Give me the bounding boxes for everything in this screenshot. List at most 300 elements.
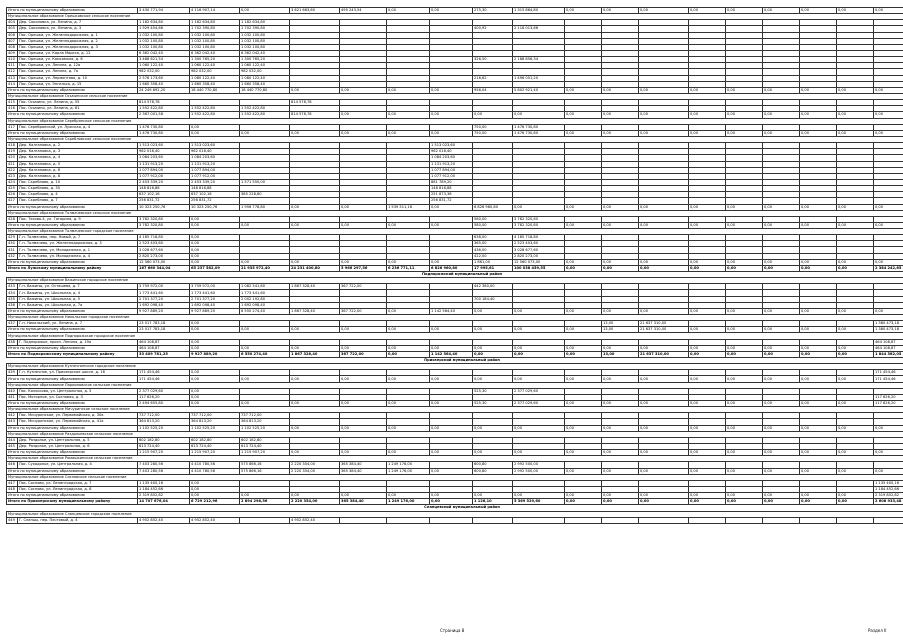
value-cell: 1 182 634,80 <box>138 20 190 26</box>
total-value: 495 243,54 <box>340 8 387 14</box>
total-value: 3 782 320,80 <box>513 222 565 228</box>
municipality-title: Муниципальное образование Важинское городское поселение <box>7 278 190 284</box>
address-cell: Дер. Калгановка, д. 2 <box>18 143 138 149</box>
value-cell <box>602 517 639 523</box>
total-value: 0,00 <box>726 112 763 118</box>
total-value: 0,00 <box>726 450 763 456</box>
value-cell: 365 384,40 <box>340 462 387 468</box>
total-value: 0,00 <box>800 450 837 456</box>
total-value: 0,00 <box>602 112 639 118</box>
value-cell: 0,00 <box>190 124 240 130</box>
total-value: 0,00 <box>565 265 602 271</box>
total-value: 1 956 778,80 <box>240 204 290 210</box>
total-value: 0,00 <box>874 468 903 474</box>
address-cell: Г.п. Толмачево, пер. Новый, д. 7 <box>18 235 138 241</box>
total-value: 0,00 <box>340 376 387 382</box>
value-cell: 6 362 042,40 <box>138 50 190 56</box>
total-value: 0,00 <box>763 222 800 228</box>
value-cell: 814 578,78 <box>138 100 190 106</box>
total-label: Итого по муниципальному образованию <box>7 87 138 93</box>
total-value: 0,00 <box>874 130 903 136</box>
total-value: 0,00 <box>763 130 800 136</box>
total-value: 0,00 <box>290 87 340 93</box>
total-value: 0,00 <box>430 8 473 14</box>
total-value: 0,00 <box>602 130 639 136</box>
total-value: 0,00 <box>726 425 763 431</box>
value-cell: 148 816,88 <box>138 186 190 192</box>
value-cell: 525,30 <box>473 388 513 394</box>
total-value: 171 454,46 <box>874 376 903 382</box>
total-value: 0,00 <box>565 450 602 456</box>
total-value: 580,00 <box>473 222 513 228</box>
total-value: 275,30 <box>473 8 513 14</box>
total-value: 0,00 <box>473 327 513 333</box>
total-value: 0,00 <box>726 222 763 228</box>
total-value: 0,00 <box>689 130 726 136</box>
row-number: 413 <box>7 75 18 81</box>
total-value: 0,00 <box>689 493 726 499</box>
total-value: 0,00 <box>763 468 800 474</box>
total-value: 0,00 <box>340 87 387 93</box>
address-cell: Пос. Скреблово, д. 10 <box>18 179 138 185</box>
address-cell: Пос. Орешки, ул. Лермонтова, д. 10 <box>18 75 138 81</box>
total-value: 0,00 <box>837 112 874 118</box>
total-value: 0,00 <box>763 499 800 505</box>
value-cell <box>874 517 903 523</box>
address-cell: Дер. Раздолье, ул. Центральная, д. 6 <box>18 443 138 449</box>
value-cell: 21 637 310,00 <box>639 321 689 327</box>
row-number: 430 <box>7 241 18 247</box>
total-value: 1 476 730,80 <box>513 130 565 136</box>
total-value: 0,00 <box>689 425 726 431</box>
total-value: 0,00 <box>340 493 387 499</box>
total-value: 18 440 770,80 <box>190 87 240 93</box>
total-value: 2 894 298,56 <box>240 499 290 505</box>
total-value: 0,00 <box>473 425 513 431</box>
total-value: 0,00 <box>639 493 689 499</box>
row-number: 431 <box>7 247 18 253</box>
value-cell: 3 782 320,80 <box>513 216 565 222</box>
row-number: 427 <box>7 198 18 204</box>
total-value: 0,00 <box>639 345 689 351</box>
total-value: 0,00 <box>340 112 387 118</box>
total-value: 0,00 <box>430 376 473 382</box>
total-value: 0,00 <box>689 265 726 271</box>
total-value: 0,00 <box>387 112 430 118</box>
value-cell: 1 184 452,66 <box>138 486 190 492</box>
total-value: 0,00 <box>290 450 340 456</box>
value-cell: 0,00 <box>190 247 240 253</box>
total-value: 0,00 <box>602 376 639 382</box>
total-value: 0,00 <box>800 376 837 382</box>
total-value: 0,00 <box>387 401 430 407</box>
total-value: 0,00 <box>874 204 903 210</box>
total-value: 0,00 <box>513 204 565 210</box>
address-cell: Г.п. Никольский, ул. Ленина, д. 7 <box>18 321 138 327</box>
row-number: 443 <box>7 419 18 425</box>
total-value: 0,00 <box>473 308 513 314</box>
total-value: 0,00 <box>800 499 837 505</box>
total-value: 7 403 280,56 <box>138 468 190 474</box>
register-table-sheet <box>6 7 902 524</box>
row-number: 406 <box>7 32 18 38</box>
total-label: Итого по муниципальному образованию <box>7 259 138 265</box>
total-value: 0,00 <box>513 112 565 118</box>
value-cell: 1 060 122,40 <box>138 63 190 69</box>
value-cell: 962 016,40 <box>138 149 190 155</box>
total-value: 0,00 <box>689 450 726 456</box>
value-cell: 442 380,00 <box>473 284 513 290</box>
total-value: 0,00 <box>513 493 565 499</box>
total-value: 171 454,46 <box>138 376 190 382</box>
total-value: 10 323 250,76 <box>138 204 190 210</box>
value-cell: 1 571 550,00 <box>240 179 290 185</box>
row-number: 432 <box>7 253 18 259</box>
value-cell: 2 820 273,00 <box>138 253 190 259</box>
value-cell: 4 952 852,40 <box>290 517 340 523</box>
value-cell: 3 488 621,54 <box>138 57 190 63</box>
value-cell: 1 131 913,20 <box>138 161 190 167</box>
value-cell: 3 759 972,00 <box>190 284 240 290</box>
value-cell: 982 032,00 <box>190 69 240 75</box>
value-cell: 1 773 441,60 <box>190 290 240 296</box>
total-value: 0,00 <box>387 87 430 93</box>
total-value: 167 660 344,04 <box>138 265 190 271</box>
total-value: 13,00 <box>602 351 639 357</box>
value-cell: 367 722,00 <box>340 284 387 290</box>
total-value: 0,00 <box>387 450 430 456</box>
total-value: 0,00 <box>430 222 473 228</box>
value-cell: 3 782 320,80 <box>138 216 190 222</box>
total-value: 0,00 <box>387 130 430 136</box>
total-value: 0,00 <box>290 401 340 407</box>
address-cell: Пос. Орешки, ул. Энгельса, д. 15 <box>18 81 138 87</box>
total-label: Итого по муниципальному образованию <box>7 204 138 210</box>
value-cell <box>726 517 763 523</box>
value-cell: 1 032 100,80 <box>138 38 190 44</box>
value-cell: 602 182,80 <box>240 437 290 443</box>
total-value: 0,00 <box>689 259 726 265</box>
value-cell: 1 135 400,16 <box>874 480 903 486</box>
municipality-title: Муниципальное образование Серебрянское сельское поселение <box>7 118 190 124</box>
total-value: 0,00 <box>639 425 689 431</box>
value-cell: 1 929 454,66 <box>138 26 190 32</box>
value-cell: 0,00 <box>190 241 240 247</box>
value-cell: 1 131 913,20 <box>430 161 473 167</box>
total-value: 0,00 <box>290 204 340 210</box>
total-value: 0,00 <box>513 376 565 382</box>
address-cell: Дер. Калгановка, д. 5 <box>18 161 138 167</box>
value-cell: 982 032,00 <box>240 69 290 75</box>
value-cell: 385 228,80 <box>240 192 290 198</box>
value-cell: 1 084 203,60 <box>138 155 190 161</box>
total-value: 525,30 <box>473 401 513 407</box>
total-value: 0,00 <box>513 425 565 431</box>
total-value: 0,00 <box>473 345 513 351</box>
total-value: 0,00 <box>602 8 639 14</box>
total-value: 1 126,10 <box>473 499 513 505</box>
address-cell: Пос. Орешки, ул. Карла Маркса, д. 12 <box>18 50 138 56</box>
total-value: 0,00 <box>430 112 473 118</box>
total-value: 0,00 <box>837 376 874 382</box>
total-value: 0,00 <box>430 493 473 499</box>
row-number: 410 <box>7 57 18 63</box>
total-value: 0,00 <box>430 401 473 407</box>
value-cell: 1 080 122,40 <box>190 75 240 81</box>
value-cell: 1 184 452,66 <box>874 486 903 492</box>
value-cell: 326,50 <box>473 57 513 63</box>
total-value: 0,00 <box>726 259 763 265</box>
row-number: 417 <box>7 124 18 130</box>
total-value: 0,00 <box>290 345 340 351</box>
value-cell: 1 380 473,18 <box>874 321 903 327</box>
value-cell: 464 108,87 <box>874 339 903 345</box>
total-value: 1 867 328,40 <box>290 308 340 314</box>
total-value: 0,00 <box>565 308 602 314</box>
total-value: 0,00 <box>565 112 602 118</box>
value-cell: 3 759 972,00 <box>138 284 190 290</box>
total-value: 0,00 <box>874 259 903 265</box>
municipality-title: Муниципальное образование Орешковское сельское поселение <box>7 14 190 20</box>
total-value: 0,00 <box>602 425 639 431</box>
total-value: 0,00 <box>837 308 874 314</box>
municipality-title: Муниципальное образование Кузнечнинское городское поселение <box>7 364 190 370</box>
total-label: Итого по муниципальному образованию <box>7 450 138 456</box>
total-value: 365 384,40 <box>340 468 387 474</box>
value-cell: 1 660 358,40 <box>240 81 290 87</box>
total-value: 0,00 <box>689 8 726 14</box>
value-cell: 0,00 <box>190 388 240 394</box>
value-cell: 464 108,87 <box>138 339 190 345</box>
section-label: Раздел II <box>868 628 887 633</box>
value-cell: 1 135 400,16 <box>138 480 190 486</box>
total-value: 0,00 <box>837 222 874 228</box>
value-cell: 7 403 280,56 <box>138 462 190 468</box>
value-cell: 364 813,20 <box>138 419 190 425</box>
total-value: 4 116 907,14 <box>190 8 240 14</box>
address-cell: Дер. Калгановка, д. 3 <box>18 149 138 155</box>
value-cell: 750,00 <box>473 124 513 130</box>
value-cell <box>387 517 430 523</box>
total-value: 0,00 <box>726 327 763 333</box>
total-value: 0,00 <box>340 401 387 407</box>
address-cell: Пос. Орешки, ул. Железнодорожная, д. 1 <box>18 32 138 38</box>
value-cell <box>240 517 290 523</box>
value-cell: 422,00 <box>473 253 513 259</box>
total-value: 0,00 <box>340 425 387 431</box>
total-value: 0,00 <box>387 222 430 228</box>
total-value: 0,00 <box>340 222 387 228</box>
value-cell: 2 377 029,60 <box>138 388 190 394</box>
value-cell: 602 182,80 <box>190 437 240 443</box>
value-cell: 1 773 441,60 <box>138 290 190 296</box>
total-value: 0,00 <box>639 130 689 136</box>
value-cell: 602 182,80 <box>138 437 190 443</box>
total-value: 0,00 <box>190 401 240 407</box>
total-value: 6 826 960,80 <box>473 204 513 210</box>
total-value: 0,00 <box>430 87 473 93</box>
total-value: 464 108,87 <box>138 345 190 351</box>
total-value: 0,00 <box>800 222 837 228</box>
total-value: 0,00 <box>340 345 387 351</box>
row-number: 414 <box>7 81 18 87</box>
value-cell: 1 702 390,80 <box>240 26 290 32</box>
total-value: 0,00 <box>602 265 639 271</box>
value-cell: 3 028 677,60 <box>138 247 190 253</box>
value-cell: 1 077 894,00 <box>138 167 190 173</box>
total-value: 0,00 <box>240 493 290 499</box>
row-number: 428 <box>7 216 18 222</box>
total-value: 0,00 <box>240 130 290 136</box>
total-value: 956,04 <box>473 87 513 93</box>
value-cell: 1 867 328,40 <box>290 284 340 290</box>
value-cell: 256 831,72 <box>190 198 240 204</box>
address-cell: Г.п. Кузнечное, ул. Приозерское шоссе, д. 16 <box>18 370 138 376</box>
total-value: 0,00 <box>837 425 874 431</box>
total-value: 0,00 <box>763 327 800 333</box>
value-cell: 4 952 852,40 <box>138 517 190 523</box>
municipality-title: Муниципальное образование Толмачевское городское поселение <box>7 229 190 235</box>
total-value: 0,00 <box>800 425 837 431</box>
value-cell: 1 552 422,80 <box>240 106 290 112</box>
total-value: 0,00 <box>639 222 689 228</box>
total-value: 0,00 <box>602 204 639 210</box>
total-value: 100 038 459,55 <box>513 265 565 271</box>
total-value: 0,00 <box>513 351 565 357</box>
total-value: 0,00 <box>837 499 874 505</box>
total-value: 0,00 <box>726 401 763 407</box>
total-value: 0,00 <box>874 450 903 456</box>
value-cell: 737 712,00 <box>240 413 290 419</box>
total-value: 1 861,00 <box>473 259 513 265</box>
total-value: 0,00 <box>387 8 430 14</box>
total-value: 0,00 <box>290 376 340 382</box>
total-value: 0,00 <box>800 8 837 14</box>
row-number: 409 <box>7 50 18 56</box>
total-value: 2 608 933,48 <box>874 499 903 505</box>
total-value: 1 249 176,00 <box>387 468 430 474</box>
total-value: 0,00 <box>726 345 763 351</box>
total-value: 21 935 972,40 <box>240 265 290 271</box>
total-value: 365 384,40 <box>340 499 387 505</box>
total-value: 0,00 <box>837 8 874 14</box>
total-value: 0,00 <box>565 87 602 93</box>
municipality-title: Муниципальное образование Сланцевское городское поселение <box>7 511 190 517</box>
total-value: 0,00 <box>837 87 874 93</box>
value-cell: 2 523 403,60 <box>138 241 190 247</box>
total-value: 14 707 676,04 <box>138 499 190 505</box>
total-value: 1 142 564,40 <box>430 351 473 357</box>
total-value: 1 539 511,16 <box>387 204 430 210</box>
row-number: 446 <box>7 462 18 468</box>
value-cell: 4 410 780,56 <box>190 462 240 468</box>
total-value: 0,00 <box>290 425 340 431</box>
row-number: 444 <box>7 437 18 443</box>
value-cell: 1 077 894,00 <box>430 167 473 173</box>
total-value: 0,00 <box>726 499 763 505</box>
total-value: 17 995,61 <box>473 265 513 271</box>
value-cell: 6 362 042,40 <box>240 50 290 56</box>
value-cell <box>689 517 726 523</box>
address-cell: Г.п. Важины, ул. Школьная, д. 5 <box>18 296 138 302</box>
value-cell: 251 873,36 <box>430 192 473 198</box>
total-value: 0,00 <box>602 87 639 93</box>
value-cell <box>837 517 874 523</box>
address-cell: Дер. Калгановка, д. 6 <box>18 167 138 173</box>
row-number: 433 <box>7 284 18 290</box>
row-number: 438 <box>7 339 18 345</box>
value-cell: 0,00 <box>190 339 240 345</box>
total-value: 0,00 <box>513 308 565 314</box>
value-cell: 1 300 765,20 <box>240 57 290 63</box>
value-cell: 13,00 <box>602 321 639 327</box>
row-number: 422 <box>7 167 18 173</box>
total-value: 0,00 <box>290 222 340 228</box>
value-cell: 580,00 <box>473 216 513 222</box>
total-value: 0,00 <box>430 327 473 333</box>
subtotal-row <box>7 308 903 314</box>
total-value: 0,00 <box>190 376 240 382</box>
total-value: 0,00 <box>726 204 763 210</box>
total-label: Итого по муниципальному образованию <box>7 8 138 14</box>
total-value: 0,00 <box>874 308 903 314</box>
total-value: 814 578,78 <box>290 112 340 118</box>
total-value: 0,00 <box>837 450 874 456</box>
value-cell: 117 626,20 <box>874 394 903 400</box>
total-value: 0,00 <box>513 327 565 333</box>
address-cell: Г.п. Толмачево, ул. Железнодорожная, д. 3 <box>18 241 138 247</box>
address-cell: Дер. Раздолье, ул. Центральная, д. 5 <box>18 437 138 443</box>
total-label: Итого по муниципальному образованию <box>7 376 138 382</box>
address-cell: Пос. Мичуринское, ул. Первомайская, д. 30а <box>18 413 138 419</box>
row-number: 419 <box>7 149 18 155</box>
value-cell: 1 773 441,60 <box>240 290 290 296</box>
total-value: 18 440 770,80 <box>240 87 290 93</box>
total-value: 0,00 <box>800 327 837 333</box>
total-value: 0,00 <box>565 468 602 474</box>
row-number: 440 <box>7 388 18 394</box>
value-cell: 1 060 122,40 <box>190 63 240 69</box>
address-cell: Г.п. Толмачево, ул. Молодежная, д. 1 <box>18 247 138 253</box>
row-number: 412 <box>7 69 18 75</box>
value-cell: 1 082 541,60 <box>240 284 290 290</box>
value-cell: 0,00 <box>190 370 240 376</box>
total-value: 0,00 <box>639 259 689 265</box>
total-value: 1 867 328,40 <box>290 351 340 357</box>
total-value: 3 430 771,94 <box>138 8 190 14</box>
total-value: 0,00 <box>763 351 800 357</box>
value-cell: 0,00 <box>190 321 240 327</box>
total-value: 10 323 250,76 <box>190 204 240 210</box>
total-value: 0,00 <box>639 499 689 505</box>
total-value: 0,00 <box>800 308 837 314</box>
total-value: 0,00 <box>800 401 837 407</box>
value-cell: 256 831,72 <box>138 198 190 204</box>
address-cell: Пос. Колосково, ул. Центральная, д. 5 <box>18 388 138 394</box>
row-number: 449 <box>7 517 18 523</box>
total-value: 0,00 <box>240 345 290 351</box>
total-value: 4 410 780,56 <box>190 468 240 474</box>
total-value: 0,00 <box>763 493 800 499</box>
total-value: 21 637 310,00 <box>639 351 689 357</box>
value-cell: 814 578,78 <box>290 100 340 106</box>
total-value: 0,00 <box>726 376 763 382</box>
value-cell: 2 701 377,20 <box>190 296 240 302</box>
total-value: 0,00 <box>430 425 473 431</box>
total-value: 0,00 <box>340 130 387 136</box>
address-cell: Пос. Осьмино, ул. Ленина, д. 55 <box>18 100 138 106</box>
total-value: 0,00 <box>689 87 726 93</box>
